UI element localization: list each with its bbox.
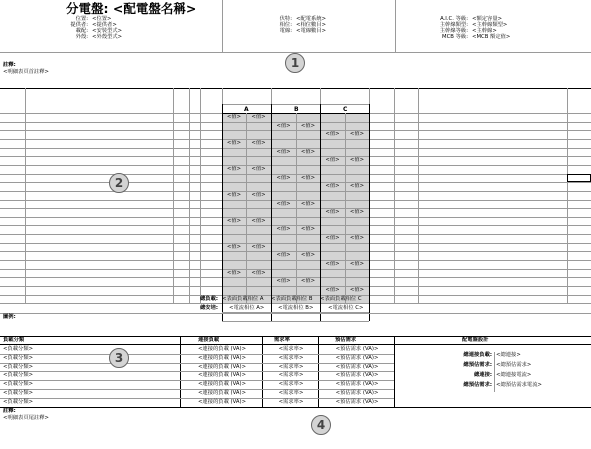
summary-connected: <連接的負載 (VA)>	[197, 346, 247, 352]
circuit-cell-value: <值>	[300, 226, 316, 233]
total-load-phase-b: <表面負載相位 B	[271, 296, 313, 302]
circuit-cell-value: <值>	[325, 261, 340, 268]
total-load-phase-c: <表面負載相位 C	[320, 296, 362, 302]
summary-load-class: <負載分類>	[3, 381, 34, 388]
panel-total-label: 總預估需求:	[463, 362, 492, 368]
total-load-label: 總負載:	[199, 296, 218, 302]
summary-demand-factor: <需求率>	[278, 354, 304, 361]
summary-demand-factor: <需求率>	[278, 398, 304, 405]
circuit-cell-value: <值>	[325, 287, 340, 293]
summary-load-class: <負載分類>	[3, 390, 34, 396]
panel-total-value: <總預估需求電流>	[496, 382, 542, 388]
summary-connected: <連接的負載 (VA)>	[197, 354, 247, 361]
panel-total-value: <總連接>	[496, 352, 521, 358]
header-notes-label: 註釋:	[3, 62, 16, 68]
circuit-cell-value: <值>	[251, 165, 266, 172]
circuit-cell-value: <值>	[349, 157, 365, 164]
circuit-cell-value: <值>	[349, 261, 365, 268]
circuit-cell-value: <值>	[251, 243, 266, 250]
header-notes-value: <明細表頁首註釋>	[3, 69, 49, 75]
circuit-cell-value: <值>	[300, 278, 316, 285]
header-field-value: <提供者>	[92, 22, 117, 28]
footer-notes-value: <明細表頁尾註釋>	[3, 415, 49, 421]
summary-estimated: <預估需求 (VA)>	[335, 398, 379, 405]
circuit-cell-value: <值>	[226, 191, 242, 198]
header-field-label: 主幹線等級:	[439, 28, 468, 34]
circuit-cell-value: <值>	[251, 217, 266, 224]
circuit-cell-value: <值>	[226, 243, 242, 250]
phase-header-a: A	[244, 106, 249, 113]
header-field-value: <配電系統>	[296, 16, 327, 22]
callout-marker: 4	[311, 415, 331, 435]
callout-marker: 2	[109, 173, 129, 193]
circuit-cell-value: <值>	[276, 226, 291, 233]
header-field-label: 外殼:	[75, 34, 88, 40]
header-field-label: 位置:	[75, 16, 88, 22]
circuit-cell-value: <值>	[325, 183, 340, 190]
summary-demand-factor: <需求率>	[278, 381, 304, 388]
circuit-cell-value: <值>	[300, 122, 316, 129]
header-field-value: <電線數目>	[296, 28, 327, 34]
summary-header-connected: 連接負載	[198, 337, 220, 343]
header-field-value: <安裝型式>	[92, 28, 123, 34]
summary-connected: <連接的負載 (VA)>	[197, 372, 247, 379]
circuit-cell-value: <值>	[226, 165, 242, 172]
header-field-label: 主幹線類型:	[439, 22, 468, 28]
header-field-label: 伏特:	[279, 16, 292, 22]
header-field-label: A.I.C. 等級:	[440, 16, 468, 22]
circuit-cell-value: <值>	[276, 174, 291, 181]
summary-estimated: <預估需求 (VA)>	[335, 346, 379, 352]
header-field-value: <主幹線類型>	[472, 22, 508, 28]
header-field-value: <位置>	[92, 16, 112, 22]
selected-cell[interactable]	[567, 174, 591, 183]
phase-header-b: B	[294, 106, 299, 113]
summary-estimated: <預估需求 (VA)>	[335, 372, 379, 379]
header-field-label: 電線:	[279, 28, 292, 34]
header-field-label: MCB 等級:	[442, 34, 468, 40]
circuit-cell-value: <值>	[251, 269, 266, 276]
circuit-cell-value: <值>	[349, 183, 365, 190]
summary-load-class: <負載分類>	[3, 398, 34, 405]
circuit-cell-value: <值>	[251, 114, 266, 120]
header-field-label: 載配:	[75, 28, 88, 34]
circuit-cell-value: <值>	[325, 131, 340, 138]
summary-load-class: <負載分類>	[3, 346, 34, 352]
circuit-cell-value: <值>	[251, 191, 266, 198]
panel-total-label: 總連接:	[473, 372, 492, 378]
circuit-cell-value: <值>	[349, 287, 365, 293]
circuit-cell-value: <值>	[226, 269, 242, 276]
header-field-label: 提供者:	[70, 22, 88, 28]
header-field-value: <外殼型式>	[92, 34, 123, 40]
summary-header-panel-total: 配電盤設計	[462, 337, 489, 343]
circuit-cell-value: <值>	[226, 139, 242, 146]
summary-connected: <連接的負載 (VA)>	[197, 398, 247, 405]
summary-load-class: <負載分類>	[3, 372, 34, 379]
summary-estimated: <預估需求 (VA)>	[335, 381, 379, 388]
header-field-value: <主幹線>	[472, 28, 497, 34]
circuit-cell-value: <值>	[325, 235, 340, 242]
summary-load-class: <負載分類>	[3, 363, 34, 370]
panel-total-label: 總預估需求:	[463, 382, 492, 388]
total-amps-label: 總安培:	[199, 305, 218, 311]
summary-demand-factor: <需求率>	[278, 346, 304, 352]
circuit-cell-value: <值>	[325, 157, 340, 164]
circuit-cell-value: <值>	[300, 174, 316, 181]
circuit-cell-value: <值>	[251, 139, 266, 146]
header-field-value: <MCB 額定值>	[472, 34, 511, 40]
summary-connected: <連接的負載 (VA)>	[197, 381, 247, 388]
circuit-cell-value: <值>	[276, 200, 291, 207]
summary-demand-factor: <需求率>	[278, 363, 304, 370]
callout-marker: 3	[109, 348, 129, 368]
header-field-value: <額定容量>	[472, 16, 503, 22]
circuit-cell-value: <值>	[325, 209, 340, 216]
summary-demand-factor: <需求率>	[278, 390, 304, 396]
circuit-cell-value: <值>	[276, 148, 291, 155]
circuit-cell-value: <值>	[276, 278, 291, 285]
total-load-phase-a: <表面負載相位 A	[222, 296, 264, 302]
circuit-cell-value: <值>	[349, 131, 365, 138]
summary-header-estimated: 預估需求	[335, 337, 357, 343]
summary-estimated: <預估需求 (VA)>	[335, 363, 379, 370]
summary-demand-factor: <需求率>	[278, 372, 304, 379]
circuit-cell-value: <值>	[300, 148, 316, 155]
callout-marker: 1	[285, 53, 305, 73]
phase-header-c: C	[343, 106, 348, 113]
total-amps-phase-c: <電流相位 C>	[328, 305, 364, 311]
header-field-value: <相位數目>	[296, 22, 327, 28]
circuit-cell-value: <值>	[300, 252, 316, 259]
summary-estimated: <預估需求 (VA)>	[335, 354, 379, 361]
panel-total-label: 總連接負載:	[463, 352, 492, 358]
summary-connected: <連接的負載 (VA)>	[197, 363, 247, 370]
summary-estimated: <預估需求 (VA)>	[335, 390, 379, 396]
circuit-cell-value: <值>	[349, 209, 365, 216]
summary-connected: <連接的負載 (VA)>	[197, 390, 247, 396]
summary-header-demand-factor: 需求率	[274, 337, 290, 343]
circuit-cell-value: <值>	[226, 114, 242, 120]
header-field-label: 相位:	[279, 22, 292, 28]
footer-notes-label: 註釋:	[3, 408, 16, 414]
panel-total-value: <總連接電流>	[496, 372, 532, 378]
panel-totals	[428, 352, 588, 392]
circuit-cell-value: <值>	[226, 217, 242, 224]
panel-total-value: <總預估需求>	[496, 362, 532, 368]
circuit-cell-value: <值>	[300, 200, 316, 207]
summary-header-load-class: 負載分類	[3, 337, 25, 343]
summary-load-class: <負載分類>	[3, 354, 34, 361]
total-amps-phase-b: <電流相位 B>	[278, 305, 314, 311]
total-amps-phase-a: <電流相位 A>	[229, 305, 265, 311]
circuit-cell-value: <值>	[276, 252, 291, 259]
panel-title: 分電盤: <配電盤名稱>	[66, 1, 197, 16]
legend-label: 圖例:	[3, 314, 16, 320]
circuit-cell-value: <值>	[276, 122, 291, 129]
circuit-cell-value: <值>	[349, 235, 365, 242]
